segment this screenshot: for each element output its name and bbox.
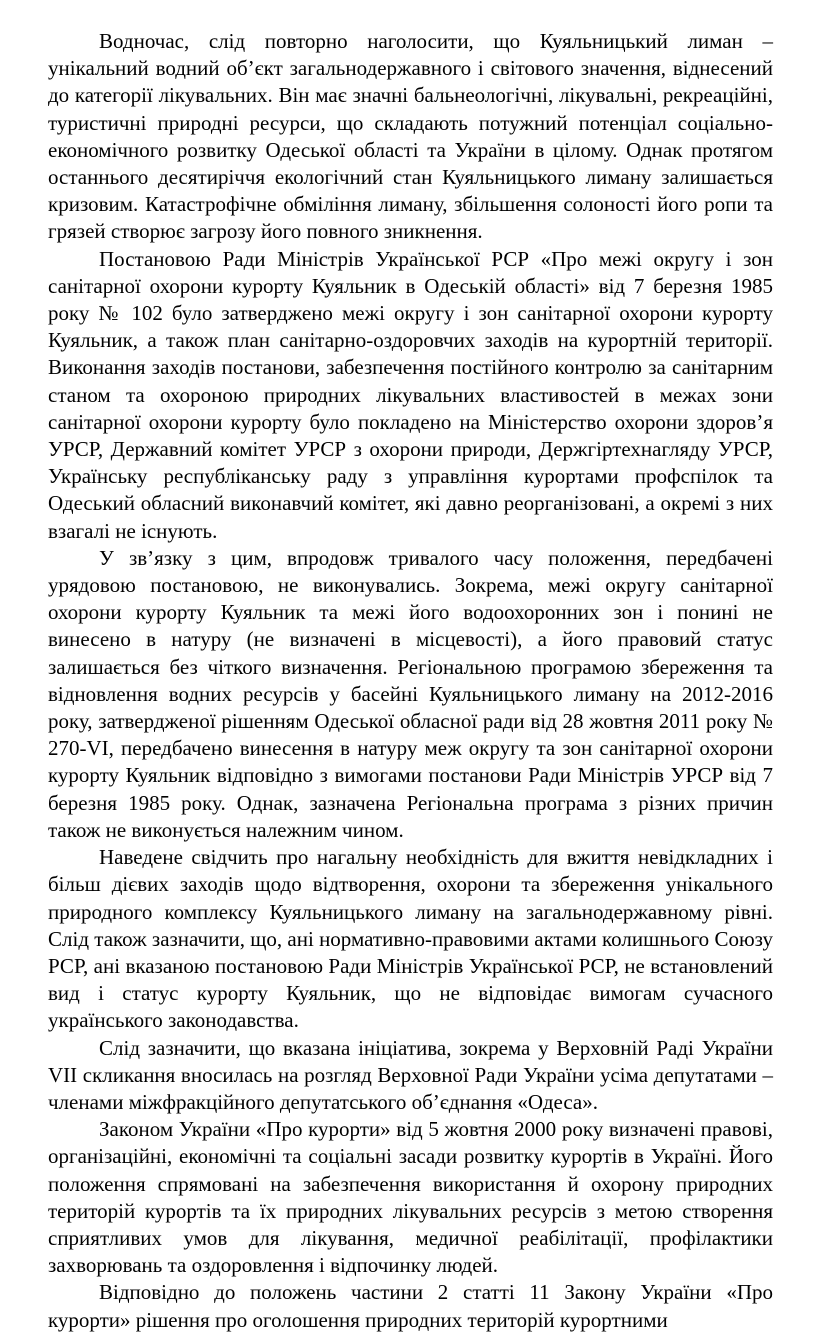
paragraph-law-on-resorts: Законом України «Про курорти» від 5 жовтня 2000 року визначені правові, організаційні, економічні та соціальні засади розвитку курортів в Україні. Його положення спрямовані на забезпечення використання й охорону природних територій курортів та їх природних лікувальних ресурсів з метою створення сприятливих умов для лікування, медичної реабілітації, профілактики захворювань та оздоровлення і відпочинку людей.	[48, 1117, 773, 1278]
paragraph-previous-initiative: Слід зазначити, що вказана ініціатива, зокрема у Верховній Раді України VII скликання вносилась на розгляд Верховної Ради України усіма депутатами – членами міжфракційного депутатського об’єднання «Одеса».	[48, 1035, 773, 1114]
document-page	[48, 28, 773, 1334]
paragraph-resolution-not-implemented: У зв’язку з цим, впродовж тривалого часу положення, передбачені урядовою постановою, не виконувались. Зокрема, межі округу санітарної охорони курорту Куяльник та межі його водоохоронних зон і понині не винесено в натуру (не визначені в місцевості), а його правовий статус залишається без чіткого визначення. Регіональною програмою збереження та відновлення водних ресурсів у басейні Куяльницького лиману на 2012-2016 року, затвердженої рішенням Одеської обласної ради від 28 жовтня 2011 року № 270-VI, передбачено винесення в натуру меж округу та зон санітарної охорони курорту Куяльник відповідно з вимогами постанови Ради Міністрів УРСР від 7 березня 1985 року. Однак, зазначена Регіональна програма з різних причин також не виконується належним чином.	[48, 545, 773, 842]
paragraph-article-11-provisions: Відповідно до положень частини 2 статті 11 Закону України «Про курорти» рішення про оголошення природних територій курортними	[48, 1280, 773, 1332]
paragraph-council-resolution-1985: Постановою Ради Міністрів Української РСР «Про межі округу і зон санітарної охорони курорту Куяльник в Одеській області» від 7 березня 1985 року № 102 було затверджено межі округу і зон санітарної охорони курорту Куяльник, а також план санітарно-оздоровчих заходів на курортній території. Виконання заходів постанови, забезпечення постійного контролю за санітарним станом та охороною природних лікувальних властивостей в межах зони санітарної охорони курорту було покладено на Міністерство охорони здоров’я УРСР, Державний комітет УРСР з охорони природи, Держгіртехнагляду УРСР, Українську республіканську раду з управління курортами профспілок та Одеський обласний виконавчий комітет, які давно реорганізовані, а окремі з них взагалі не існують.	[48, 246, 773, 543]
paragraph-urgent-measures-needed: Наведене свідчить про нагальну необхідність для вжиття невідкладних і більш дієвих заходів щодо відтворення, охорони та збереження унікального природного комплексу Куяльницького лиману на загальнодержавному рівні. Слід також зазначити, що, ані нормативно-правовими актами колишнього Союзу РСР, ані вказаною постановою Ради Міністрів Української РСР, не встановлений вид і статус курорту Куяльник, що не відповідає вимогам сучасного українського законодавства.	[48, 845, 773, 1033]
paragraph-kuialnyk-estuary-significance: Водночас, слід повторно наголосити, що Куяльницький лиман – унікальний водний об’єкт загальнодержавного і світового значення, віднесений до категорії лікувальних. Він має значні бальнеологічні, лікувальні, рекреаційні, туристичні природні ресурси, що складають потужний потенціал соціально-економічного розвитку Одеської області та України в цілому. Однак протягом останнього десятиріччя екологічний стан Куяльницького лиману залишається кризовим. Катастрофічне обміління лиману, збільшення солоності його ропи та грязей створює загрозу його повного зникнення.	[48, 29, 773, 244]
